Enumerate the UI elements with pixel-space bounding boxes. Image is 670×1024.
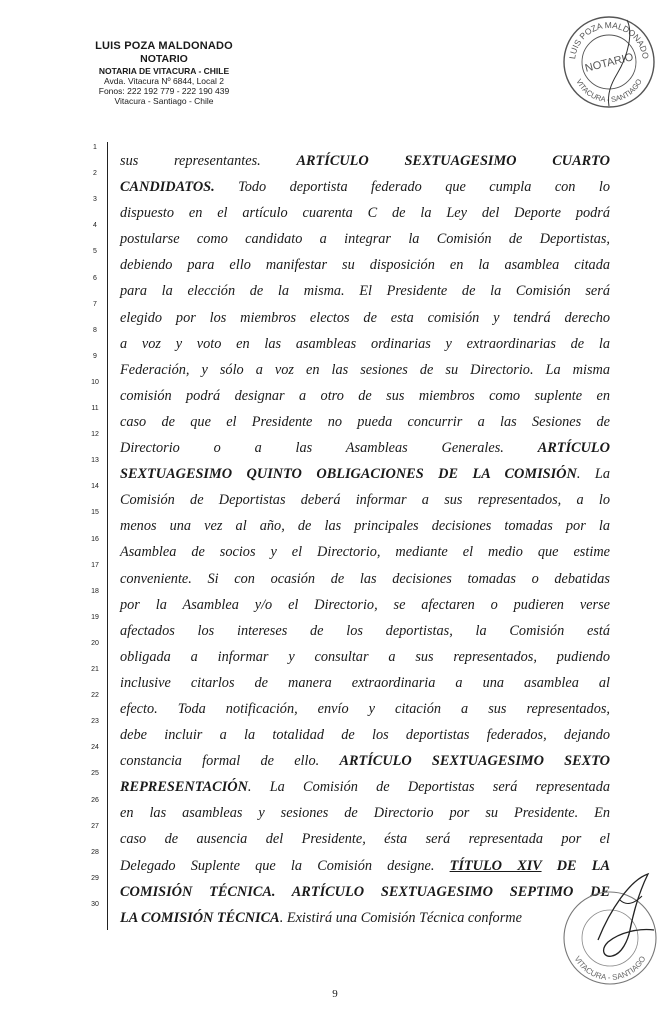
line-number: 10 xyxy=(91,378,99,386)
text-segment: caso de que el Presidente no pueda concurrir a las Sesiones de xyxy=(120,413,610,430)
text-line xyxy=(120,174,610,200)
text-line xyxy=(120,592,610,618)
text-segment: Directorio o a las Asambleas Generales. xyxy=(120,440,538,457)
text-line xyxy=(120,331,610,357)
text-line xyxy=(120,305,610,331)
text-line xyxy=(120,278,610,304)
text-line xyxy=(120,357,610,383)
line-number: 16 xyxy=(91,535,99,543)
text-segment: afectados los intereses de los deportistas, la Comisión está xyxy=(120,622,610,639)
line-number: 19 xyxy=(91,613,99,621)
text-segment: dispuesto en el artículo cuarenta C de la Ley del Deporte podrá xyxy=(120,205,610,222)
text-segment: en las asambleas y sesiones de Directorio por su Presidente. En xyxy=(120,805,610,822)
text-segment: comisión podrá designar a otro de sus miembros como suplente en xyxy=(120,387,610,404)
text-line xyxy=(120,618,610,644)
line-number: 18 xyxy=(91,587,99,595)
line-number: 1 xyxy=(93,144,97,151)
text-line xyxy=(120,826,610,852)
line-number: 5 xyxy=(93,248,97,256)
text-segment: Federación, y sólo a voz en las sesiones de su Directorio. La misma xyxy=(120,361,610,378)
margin-rule xyxy=(107,142,108,930)
text-segment: inclusive citarlos de manera extraordinaria a una asamblea al xyxy=(120,674,610,691)
text-line xyxy=(120,722,610,748)
text-segment: sus representantes. xyxy=(120,153,297,169)
text-line xyxy=(120,435,610,461)
bold-heading-segment: ARTÍCULO SEXTUAGESIMO SEXTO xyxy=(339,753,611,770)
text-line xyxy=(120,252,610,278)
seal-center-text: NOTARIO xyxy=(583,51,635,75)
text-line xyxy=(120,879,610,905)
line-number: 30 xyxy=(91,900,99,908)
line-number: 28 xyxy=(91,848,99,856)
text-line xyxy=(120,539,610,565)
line-number: 6 xyxy=(93,274,97,282)
svg-text:LUIS POZA MALDONADO xyxy=(567,20,651,60)
line-number: 27 xyxy=(91,822,99,830)
text-line xyxy=(120,487,610,513)
notary-office: NOTARIA DE VITACURA - CHILE xyxy=(98,65,230,76)
text-segment: . La xyxy=(576,466,610,483)
text-segment: debiendo para ello manifestar su disposición en la asamblea citada xyxy=(120,257,610,274)
text-segment: a voz y voto en las asambleas ordinarias y extraordinarias de la xyxy=(120,335,610,352)
line-number: 26 xyxy=(91,796,99,804)
text-segment: constancia formal de ello. xyxy=(120,753,340,770)
text-segment: Todo deportista federado que cumpla con lo xyxy=(214,179,610,196)
line-number: 8 xyxy=(93,326,97,334)
text-segment: menos una vez al año, de las principales decisiones tomadas por la xyxy=(120,518,610,535)
line-number: 25 xyxy=(91,770,99,778)
bold-heading-segment: TÍTULO XIV xyxy=(449,857,542,874)
line-number: 7 xyxy=(93,300,97,308)
line-number: 4 xyxy=(93,222,97,230)
line-number: 13 xyxy=(91,457,99,465)
bold-heading-segment: ARTÍCULO SEXTUAGESIMO CUARTO xyxy=(296,153,610,169)
text-segment: Asamblea de socios y el Directorio, mediante el medio que estime xyxy=(120,544,610,561)
seal-top-text: LUIS POZA MALDONADO xyxy=(567,19,651,60)
text-line xyxy=(120,905,610,931)
text-line xyxy=(120,800,610,826)
text-segment: . La Comisión de Deportistas será representada xyxy=(247,779,610,796)
bottom-seal-text: VITACURA - SANTIAGO xyxy=(572,954,648,983)
text-line xyxy=(120,670,610,696)
notary-seal-stamp xyxy=(561,14,657,110)
text-segment: conveniente. Si con ocasión de las decisiones tomadas o debatidas xyxy=(120,570,610,587)
bold-heading-segment: ARTÍCULO xyxy=(537,440,610,457)
text-segment: por la Asamblea y/o el Directorio, se afectaren o pudieren verse xyxy=(120,596,610,613)
text-segment: postularse como candidato a integrar la Comisión de Deportistas, xyxy=(120,231,610,248)
line-number: 14 xyxy=(91,483,99,491)
text-line xyxy=(120,148,610,174)
notary-address: Avda. Vitacura Nº 6844, Local 2 xyxy=(104,75,224,86)
line-number: 9 xyxy=(93,352,97,360)
text-segment: para la elección de la misma. El Presidente de la Comisión será xyxy=(120,283,610,300)
line-number: 11 xyxy=(91,405,99,412)
text-line xyxy=(120,853,610,879)
bold-heading-segment: DE LA xyxy=(541,857,610,874)
line-number: 24 xyxy=(91,744,99,752)
text-line xyxy=(120,409,610,435)
text-segment: caso de ausencia del Presidente, ésta será representada por el xyxy=(120,831,610,848)
line-number: 23 xyxy=(91,718,99,726)
line-number: 12 xyxy=(91,431,99,439)
text-segment: Comisión de Deportistas deberá informar a sus representados, a lo xyxy=(120,492,610,509)
line-number: 21 xyxy=(91,666,99,673)
text-segment: obligada a informar y consultar a sus representados, pudiendo xyxy=(120,648,610,665)
bold-heading-segment: SEXTUAGESIMO QUINTO OBLIGACIONES DE LA COMISIÓN xyxy=(120,466,577,483)
text-segment: elegido por los miembros electos de esta comisión y tendrá derecho xyxy=(120,309,610,326)
line-number: 20 xyxy=(91,639,99,647)
seal-bottom-text: VITACURA - SANTIAGO xyxy=(574,77,644,105)
text-segment: debe incluir a la totalidad de los deportistas federados, dejando xyxy=(120,727,610,744)
notary-signature xyxy=(590,870,660,960)
bold-heading-segment: COMISIÓN TÉCNICA. ARTÍCULO SEXTUAGESIMO SEPTIMO DE xyxy=(120,883,610,900)
text-segment: efecto. Toda notificación, envío y citación a sus representados, xyxy=(120,700,610,717)
page-number: 9 xyxy=(332,988,338,1000)
bold-heading-segment: LA COMISIÓN TÉCNICA xyxy=(120,909,280,926)
text-line xyxy=(120,226,610,252)
text-line xyxy=(120,513,610,539)
text-segment: . Existirá una Comisión Técnica conforme xyxy=(279,909,522,926)
text-line xyxy=(120,748,610,774)
text-line xyxy=(120,774,610,800)
notary-title: NOTARIO xyxy=(140,53,188,66)
line-number: 17 xyxy=(91,561,99,569)
text-line xyxy=(120,566,610,592)
notary-name: LUIS POZA MALDONADO xyxy=(95,40,233,52)
text-line xyxy=(120,200,610,226)
text-line xyxy=(120,644,610,670)
text-segment: Delegado Suplente que la Comisión designe. xyxy=(120,857,450,874)
notary-letterhead xyxy=(64,40,264,107)
notary-phones: Fonos: 222 192 779 - 222 190 439 xyxy=(98,86,230,97)
line-number: 3 xyxy=(93,196,97,204)
document-body xyxy=(120,148,610,931)
notary-city: Vitacura - Santiago - Chile xyxy=(114,96,214,107)
bold-heading-segment: CANDIDATOS. xyxy=(120,179,215,196)
line-number: 15 xyxy=(91,509,99,517)
text-line xyxy=(120,696,610,722)
text-line xyxy=(120,461,610,487)
bold-heading-segment: REPRESENTACIÓN xyxy=(120,779,248,796)
line-number: 2 xyxy=(93,170,97,178)
line-number: 29 xyxy=(91,874,99,882)
line-number: 22 xyxy=(91,692,99,700)
text-line xyxy=(120,383,610,409)
